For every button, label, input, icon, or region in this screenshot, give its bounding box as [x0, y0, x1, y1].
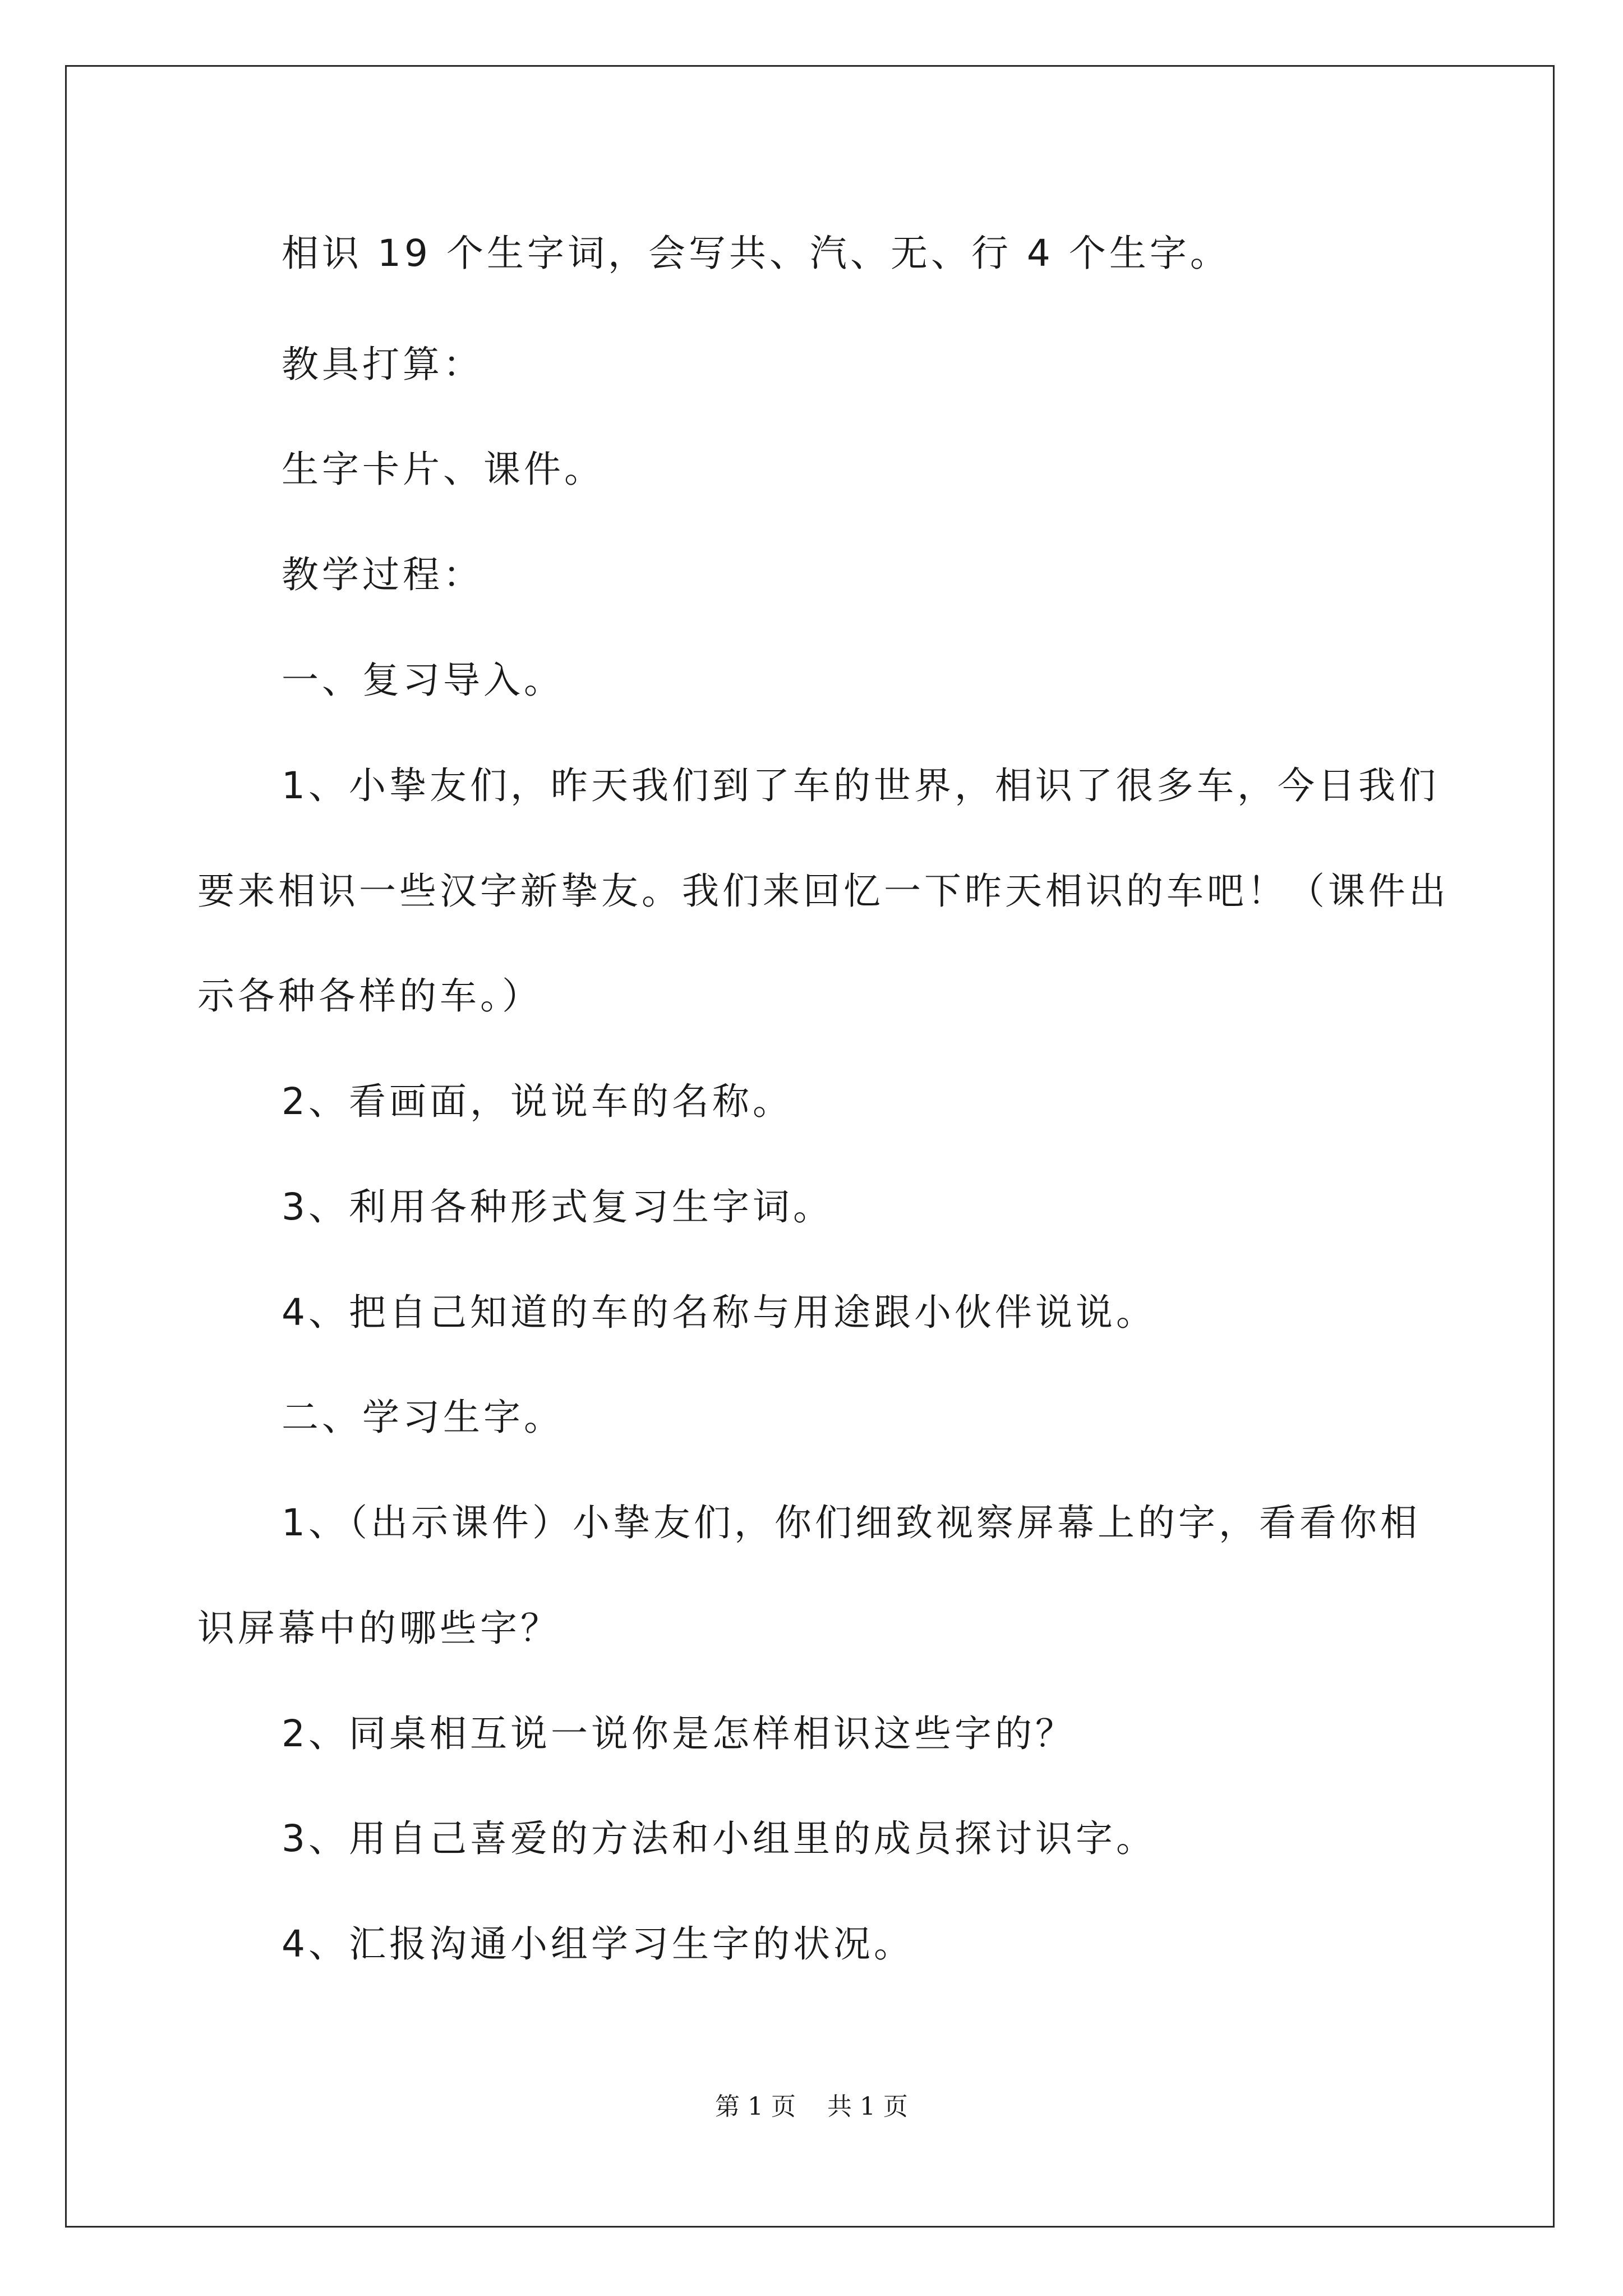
text-line: 识屏幕中的哪些字？ — [197, 1607, 561, 1650]
page-footer: 第 1 页 共 1 页 — [715, 2092, 908, 2121]
text-line: 生字卡片、课件。 — [282, 448, 605, 491]
text-line: 4、汇报沟通小组学习生字的状况。 — [282, 1922, 914, 1966]
text-line: 3、用自己喜爱的方法和小组里的成员探讨识字。 — [282, 1817, 1156, 1860]
section-heading: 一、复习导入。 — [282, 659, 564, 702]
text-line: 1、（出示课件）小挚友们，你们细致视察屏幕上的字，看看你相 — [282, 1501, 1421, 1544]
text-line: 示各种各样的车。） — [197, 974, 542, 1018]
text-line: 相识 19 个生字词，会写共、汽、无、行 4 个生字。 — [282, 232, 1230, 275]
page-border — [65, 65, 1555, 2228]
text-line: 教学过程： — [282, 553, 483, 596]
section-heading: 二、学习生字。 — [282, 1396, 564, 1439]
text-line: 要来相识一些汉字新挚友。我们来回忆一下昨天相识的车吧！（课件出 — [197, 869, 1449, 913]
text-line: 2、看画面，说说车的名称。 — [282, 1080, 793, 1123]
text-line: 4、把自己知道的车的名称与用途跟小伙伴说说。 — [282, 1291, 1156, 1334]
text-line: 3、利用各种形式复习生字词。 — [282, 1185, 833, 1228]
text-line: 2、同桌相互说一说你是怎样相识这些字的？ — [282, 1712, 1076, 1755]
text-line: 教具打算： — [282, 343, 483, 386]
text-line: 1、小挚友们，昨天我们到了车的世界，相识了很多车，今日我们 — [282, 764, 1439, 807]
